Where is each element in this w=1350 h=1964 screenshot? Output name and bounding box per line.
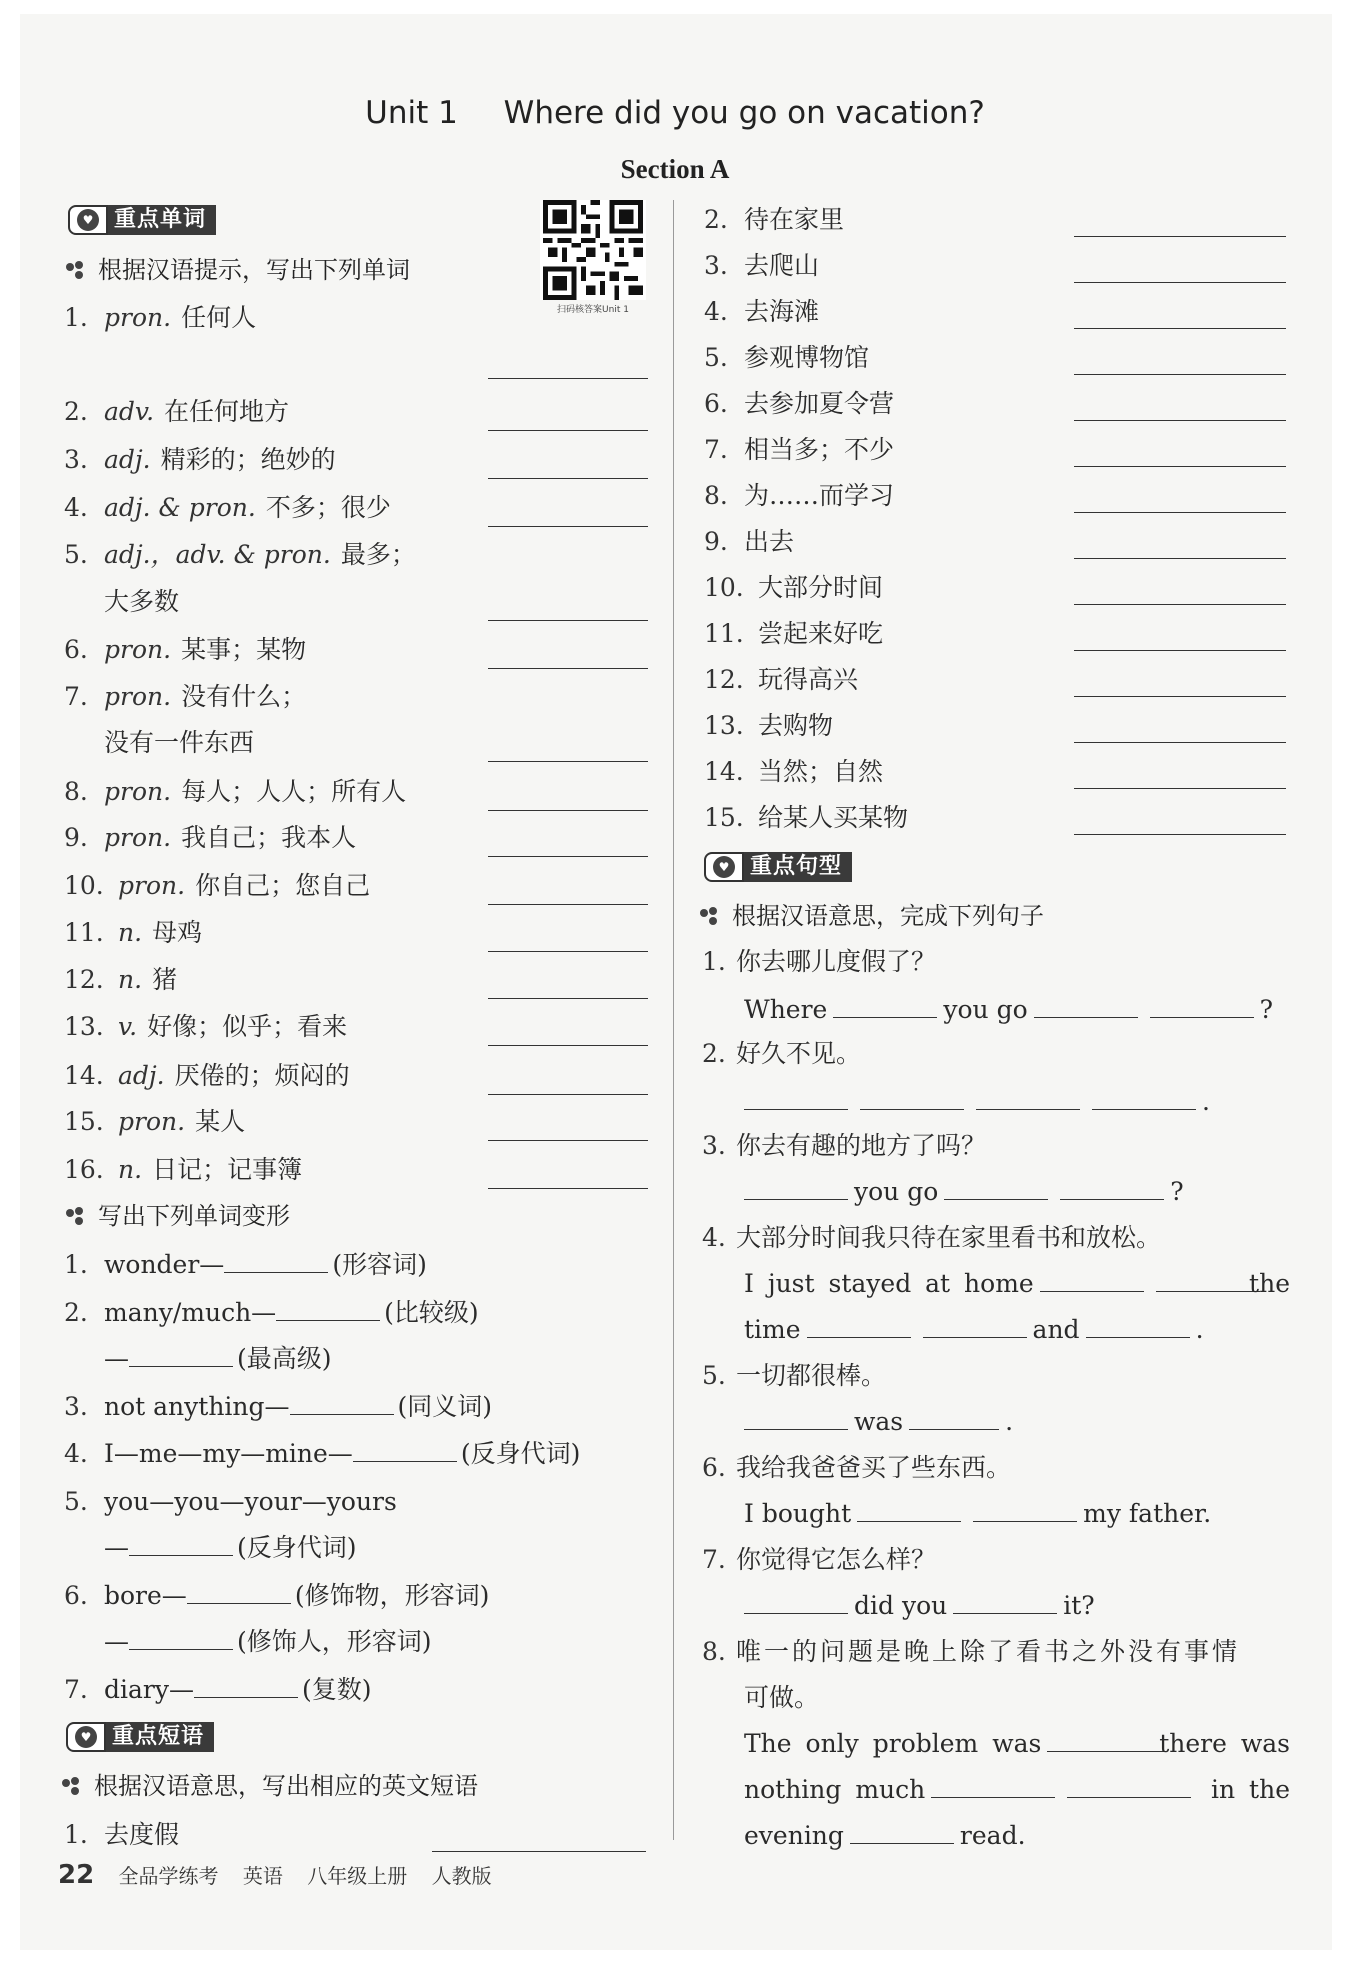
vocab-item [64,677,306,717]
bullet-icon [62,1777,86,1797]
chinese-hint: 日记；记事簿 [152,1155,303,1184]
part-of-speech: adj. [118,1061,165,1090]
chinese-hint: 当然；自然 [758,757,884,786]
phrase-badge-label: 重点短语 [106,1722,214,1752]
answer-blank[interactable] [1074,236,1286,237]
answer-blank[interactable] [129,1341,233,1367]
answer-blank[interactable] [744,1174,848,1200]
answer-blank[interactable] [744,1084,848,1110]
book-name: 全品学练考 [118,1864,219,1888]
item-number: 3. [64,1392,88,1421]
word-form-instruction [66,1198,290,1234]
word-form-instruction-text: 写出下列单词变形 [98,1202,290,1230]
chinese-hint: 精彩的；绝妙的 [160,445,336,474]
item-number: 3. [64,445,88,474]
phrase-item [704,568,883,608]
part-of-speech: adj. & pron. [104,493,256,522]
vocab-item [64,440,336,480]
item-number: 10. [704,573,744,602]
vocab-item [64,535,416,575]
chinese-hint: 大部分时间 [758,573,884,602]
answer-blank[interactable] [1074,328,1286,329]
phrase-item [704,246,819,286]
word-form-hint: (反身代词) [237,1533,357,1562]
item-number: 5. [64,1487,88,1516]
page-number: 22 [58,1860,95,1890]
item-number: 15. [704,803,744,832]
item-number: 1. [64,303,88,332]
phrase-instruction [62,1768,478,1804]
answer-blank[interactable] [488,810,648,811]
sentence-q8-cn2: 可做。 [744,1683,820,1712]
answer-blank[interactable] [488,430,648,431]
sentence-instruction-text: 根据汉语意思，完成下列句子 [732,902,1044,930]
chinese-hint: 给某人买某物 [758,803,909,832]
chinese-hint: 没有什么； [181,682,307,711]
answer-blank[interactable] [744,1404,848,1430]
part-of-speech: pron. [104,823,172,852]
answer-blank[interactable] [1074,466,1286,467]
answer-blank[interactable] [1074,742,1286,743]
sentence-q1-cn: 你去哪儿度假了？ [736,947,937,976]
item-number: 2. [64,1298,88,1327]
answer-blank[interactable] [1086,1312,1190,1338]
word-form-prompt: diary— [104,1675,194,1704]
answer-blank[interactable] [488,856,648,857]
item-number: 1. [64,1250,88,1279]
chinese-hint: 猪 [152,965,178,994]
item-number: 6. [704,389,728,418]
sentence-q3: 3. 你去有趣的地方了吗？ [702,1131,987,1160]
part-of-speech: adj. [104,445,151,474]
answer-blank[interactable] [857,1496,961,1522]
vocab-item [64,866,370,906]
vocab-badge-label: 重点单词 [108,205,216,235]
answer-blank[interactable] [973,1496,1077,1522]
chinese-hint: 某人 [195,1107,246,1136]
answer-blank[interactable] [1074,834,1286,835]
item-number: 9. [64,823,88,852]
answer-blank[interactable] [488,668,648,669]
answer-blank[interactable] [488,478,648,479]
bullet-icon [66,1207,90,1227]
part-of-speech: pron. [118,1107,186,1136]
chinese-hint: 去度假 [104,1820,180,1849]
answer-blank[interactable] [488,1188,648,1189]
phrase-instruction-text: 根据汉语意思，写出相应的英文短语 [94,1772,478,1800]
phrase-item [704,522,794,562]
word-form-prompt: many/much— [104,1298,277,1327]
word-form-prompt: not anything— [104,1392,290,1421]
answer-blank[interactable] [194,1672,298,1698]
answer-blank[interactable] [976,1084,1080,1110]
section-title: Section A [620,154,730,184]
answer-blank[interactable] [833,992,937,1018]
item-number: 12. [64,965,104,994]
chinese-hint: 尝起来好吃 [758,619,884,648]
word-form-prompt: — [104,1627,129,1656]
answer-blank[interactable] [1034,992,1138,1018]
chinese-hint: 去海滩 [744,297,820,326]
chinese-hint: 母鸡 [152,918,203,947]
answer-blank[interactable] [850,1818,954,1844]
answer-blank[interactable] [860,1084,964,1110]
answer-blank[interactable] [1150,992,1254,1018]
answer-blank[interactable] [807,1312,911,1338]
word-form-hint: (复数) [301,1675,372,1704]
answer-blank[interactable] [1074,696,1286,697]
part-of-speech: n. [118,965,143,994]
heart-icon: ♥ [704,852,744,882]
item-number: 14. [64,1061,104,1090]
item-number: 7. [64,682,88,711]
vocab-item [64,913,202,953]
answer-blank[interactable] [1074,558,1286,559]
word-form-hint: (同义词) [397,1392,493,1421]
answer-blank[interactable] [276,1295,380,1321]
answer-blank[interactable] [1156,1266,1260,1292]
word-form-prompt: wonder— [104,1250,225,1279]
vocab-item [64,1150,302,1190]
part-of-speech: adv. [104,397,155,426]
item-number: 8. [704,481,728,510]
sentence-badge [704,852,852,882]
phrase-item [704,200,844,240]
phrase-item [64,1815,179,1855]
chinese-hint: 我自己；我本人 [181,823,357,852]
vocab-item [64,772,406,812]
item-number: 12. [704,665,744,694]
answer-blank[interactable] [353,1436,457,1462]
answer-blank[interactable] [224,1247,328,1273]
part-of-speech: pron. [104,682,172,711]
vocab-instruction [66,252,410,288]
qr-code-icon [540,200,646,300]
answer-blank[interactable] [488,761,648,762]
answer-blank[interactable] [187,1578,291,1604]
item-number: 7. [64,1675,88,1704]
chinese-hint: 好像；似乎；看来 [147,1012,348,1041]
word-form-item [104,1528,357,1568]
unit-label: Unit 1 [365,95,458,131]
word-form-prompt: I—me—my—mine— [104,1439,353,1468]
chinese-hint: 待在家里 [744,205,845,234]
bullet-icon [66,261,90,281]
word-form-prompt: — [104,1344,129,1373]
answer-blank[interactable] [1074,282,1286,283]
answer-blank[interactable] [488,1094,648,1095]
answer-blank[interactable] [129,1624,233,1650]
sentence-q8-answer-3: evening read. [744,1816,1026,1856]
item-number: 5. [64,540,88,569]
qr-caption: 扫码核答案Unit 1 [557,305,629,315]
part-of-speech: n. [118,918,143,947]
answer-blank[interactable] [953,1588,1057,1614]
word-form-hint: (修饰人，形容词) [237,1627,432,1656]
chinese-hint: 不多；很少 [265,493,391,522]
vocab-item [64,392,289,432]
answer-blank[interactable] [1074,420,1286,421]
chinese-hint: 相当多；不少 [744,435,895,464]
sentence-q8-answer: The only problem was there was [744,1724,1290,1764]
chinese-hint: 没有一件东西 [104,728,255,757]
chinese-hint: 去购物 [758,711,834,740]
item-number: 11. [704,619,744,648]
phrase-item [704,476,894,516]
answer-blank[interactable] [488,998,648,999]
heart-icon: ♥ [66,1722,106,1752]
answer-blank[interactable] [923,1312,1027,1338]
item-number: 4. [64,1439,88,1468]
sentence-q5-answer: was . [744,1402,1013,1442]
item-number: 4. [704,297,728,326]
chinese-hint: 大多数 [104,587,180,616]
answer-blank[interactable] [1060,1174,1164,1200]
part-of-speech: pron. [104,635,172,664]
answer-blank[interactable] [488,1045,648,1046]
answer-blank[interactable] [488,378,648,379]
item-number: 11. [64,918,104,947]
bullet-icon [700,907,724,927]
answer-blank[interactable] [488,904,648,905]
word-form-item [64,1245,427,1285]
subject: 英语 [242,1864,283,1888]
unit-title: Where did you go on vacation? [503,95,985,131]
answer-blank[interactable] [290,1389,394,1415]
answer-blank[interactable] [1074,374,1286,375]
sentence-badge-label: 重点句型 [744,852,852,882]
phrase-item [704,338,869,378]
sentence-q5: 5. 一切都很棒。 [702,1361,887,1390]
chinese-hint: 厌倦的；烦闷的 [174,1061,350,1090]
chinese-hint: 每人；人人；所有人 [181,777,407,806]
word-form-item [64,1387,492,1427]
answer-blank[interactable] [1067,1772,1191,1798]
sentence-q1-answer: Where you go ? [744,990,1273,1030]
item-number: 4. [64,493,88,522]
vocab-item [64,630,306,670]
item-number: 14. [704,757,744,786]
chinese-hint: 你自己；您自己 [195,871,371,900]
item-number: 15. [64,1107,104,1136]
item-number: 3. [704,251,728,280]
word-form-hint: (形容词) [332,1250,427,1279]
phrase-item [704,292,819,332]
phrase-item [704,752,883,792]
sentence-q3-answer: you go ? [744,1172,1184,1212]
sentence-q7-answer: did you it? [744,1586,1095,1626]
word-form-hint: (比较级) [384,1298,479,1327]
vocab-item [64,1056,350,1096]
sentence-q2: 2. 好久不见。 [702,1039,862,1068]
item-number: 9. [704,527,728,556]
chinese-hint: 为……而学习 [744,481,895,510]
chinese-hint: 出去 [744,527,795,556]
word-form-hint: (最高级) [237,1344,332,1373]
answer-blank[interactable] [1074,604,1286,605]
grade: 八年级上册 [307,1864,408,1888]
chinese-hint: 玩得高兴 [758,665,859,694]
answer-blank[interactable] [1040,1266,1144,1292]
sentence-q4-answer-2: time and . [744,1310,1204,1350]
page-footer [58,1860,492,1890]
chinese-hint: 去爬山 [744,251,820,280]
word-form-prompt: — [104,1533,129,1562]
item-number: 2. [704,205,728,234]
part-of-speech: v. [118,1012,138,1041]
sentence-q7: 7. 你觉得它怎么样？ [702,1545,937,1574]
word-form-hint: (修饰物，形容词) [294,1581,490,1610]
word-form-item [104,1622,432,1662]
phrase-item [704,430,894,470]
part-of-speech: n. [118,1155,143,1184]
answer-blank[interactable] [1074,512,1286,513]
sentence-q8-answer-2: nothing much in the [744,1770,1290,1810]
answer-blank[interactable] [488,951,648,952]
chinese-hint: 某事；某物 [181,635,307,664]
vocab-instruction-text: 根据汉语提示，写出下列单词 [98,256,410,284]
answer-blank[interactable] [1074,788,1286,789]
answer-blank[interactable] [944,1174,1048,1200]
item-number: 8. [64,777,88,806]
heart-icon: ♥ [68,205,108,235]
answer-blank[interactable] [1047,1726,1165,1752]
sentence-instruction [700,898,1044,934]
vocab-item [104,582,179,622]
word-form-item [64,1576,489,1616]
word-form-item [64,1434,580,1474]
item-number: 2. [64,397,88,426]
answer-blank[interactable] [1092,1084,1196,1110]
word-form-item [64,1482,397,1522]
phrase-item [704,706,833,746]
item-number: 7. [704,435,728,464]
vocab-item [64,1102,245,1142]
answer-blank[interactable] [909,1404,999,1430]
sentence-q6: 6. 我给我爸爸买了些东西。 [702,1453,1012,1482]
item-number: 10. [64,871,104,900]
column-divider [673,200,674,1840]
phrase-item [704,660,858,700]
sentence-q8: 8. 唯一的问题是晚上除了看书之外没有事情 [702,1637,1241,1666]
answer-blank[interactable] [488,620,648,621]
vocab-badge [68,205,216,235]
answer-blank[interactable] [488,1140,648,1141]
vocab-item [104,723,254,763]
word-form-prompt: you—you—your—yours [104,1487,397,1516]
part-of-speech: pron. [118,871,186,900]
word-form-item [64,1293,479,1333]
sentence-q4-answer: I just stayed at home the [744,1264,1290,1304]
word-form-item [104,1339,332,1379]
item-number: 16. [64,1155,104,1184]
chinese-hint: 最多； [340,540,416,569]
answer-blank[interactable] [744,1588,848,1614]
item-number: 6. [64,1581,88,1610]
vocab-item [64,488,391,528]
sentence-q4: 4. 大部分时间我只待在家里看书和放松。 [702,1223,1162,1252]
item-number: 13. [64,1012,104,1041]
chinese-hint: 去参加夏令营 [744,389,895,418]
sentence-q6-answer: I bought my father. [744,1494,1211,1534]
phrase-item [704,384,894,424]
part-of-speech: pron. [104,303,172,332]
vocab-item [64,818,356,858]
answer-blank[interactable] [129,1530,233,1556]
answer-blank[interactable] [931,1772,1055,1798]
item-number: 5. [704,343,728,372]
word-form-prompt: bore— [104,1581,187,1610]
phrase-item [704,614,883,654]
page-title [0,95,1350,131]
word-form-hint: (反身代词) [460,1439,581,1468]
answer-blank[interactable] [488,526,648,527]
chinese-hint: 任何人 [181,303,257,332]
item-number: 13. [704,711,744,740]
chinese-hint: 在任何地方 [164,397,290,426]
phrase-item [704,798,908,838]
vocab-item [64,1007,347,1047]
word-form-item [64,1670,372,1710]
answer-blank[interactable] [432,1851,646,1852]
vocab-item [64,960,177,1000]
sentence-q2-answer: . [744,1082,1210,1122]
part-of-speech: pron. [104,777,172,806]
edition: 人教版 [431,1864,492,1888]
phrase-badge [66,1722,214,1752]
chinese-hint: 参观博物馆 [744,343,870,372]
part-of-speech: adj.，adv. & pron. [104,540,331,569]
answer-blank[interactable] [1074,650,1286,651]
item-number: 1. [64,1820,88,1849]
vocab-item [64,298,256,338]
item-number: 6. [64,635,88,664]
sentence-q1: 1. 你去哪儿度假了？ [702,947,937,976]
